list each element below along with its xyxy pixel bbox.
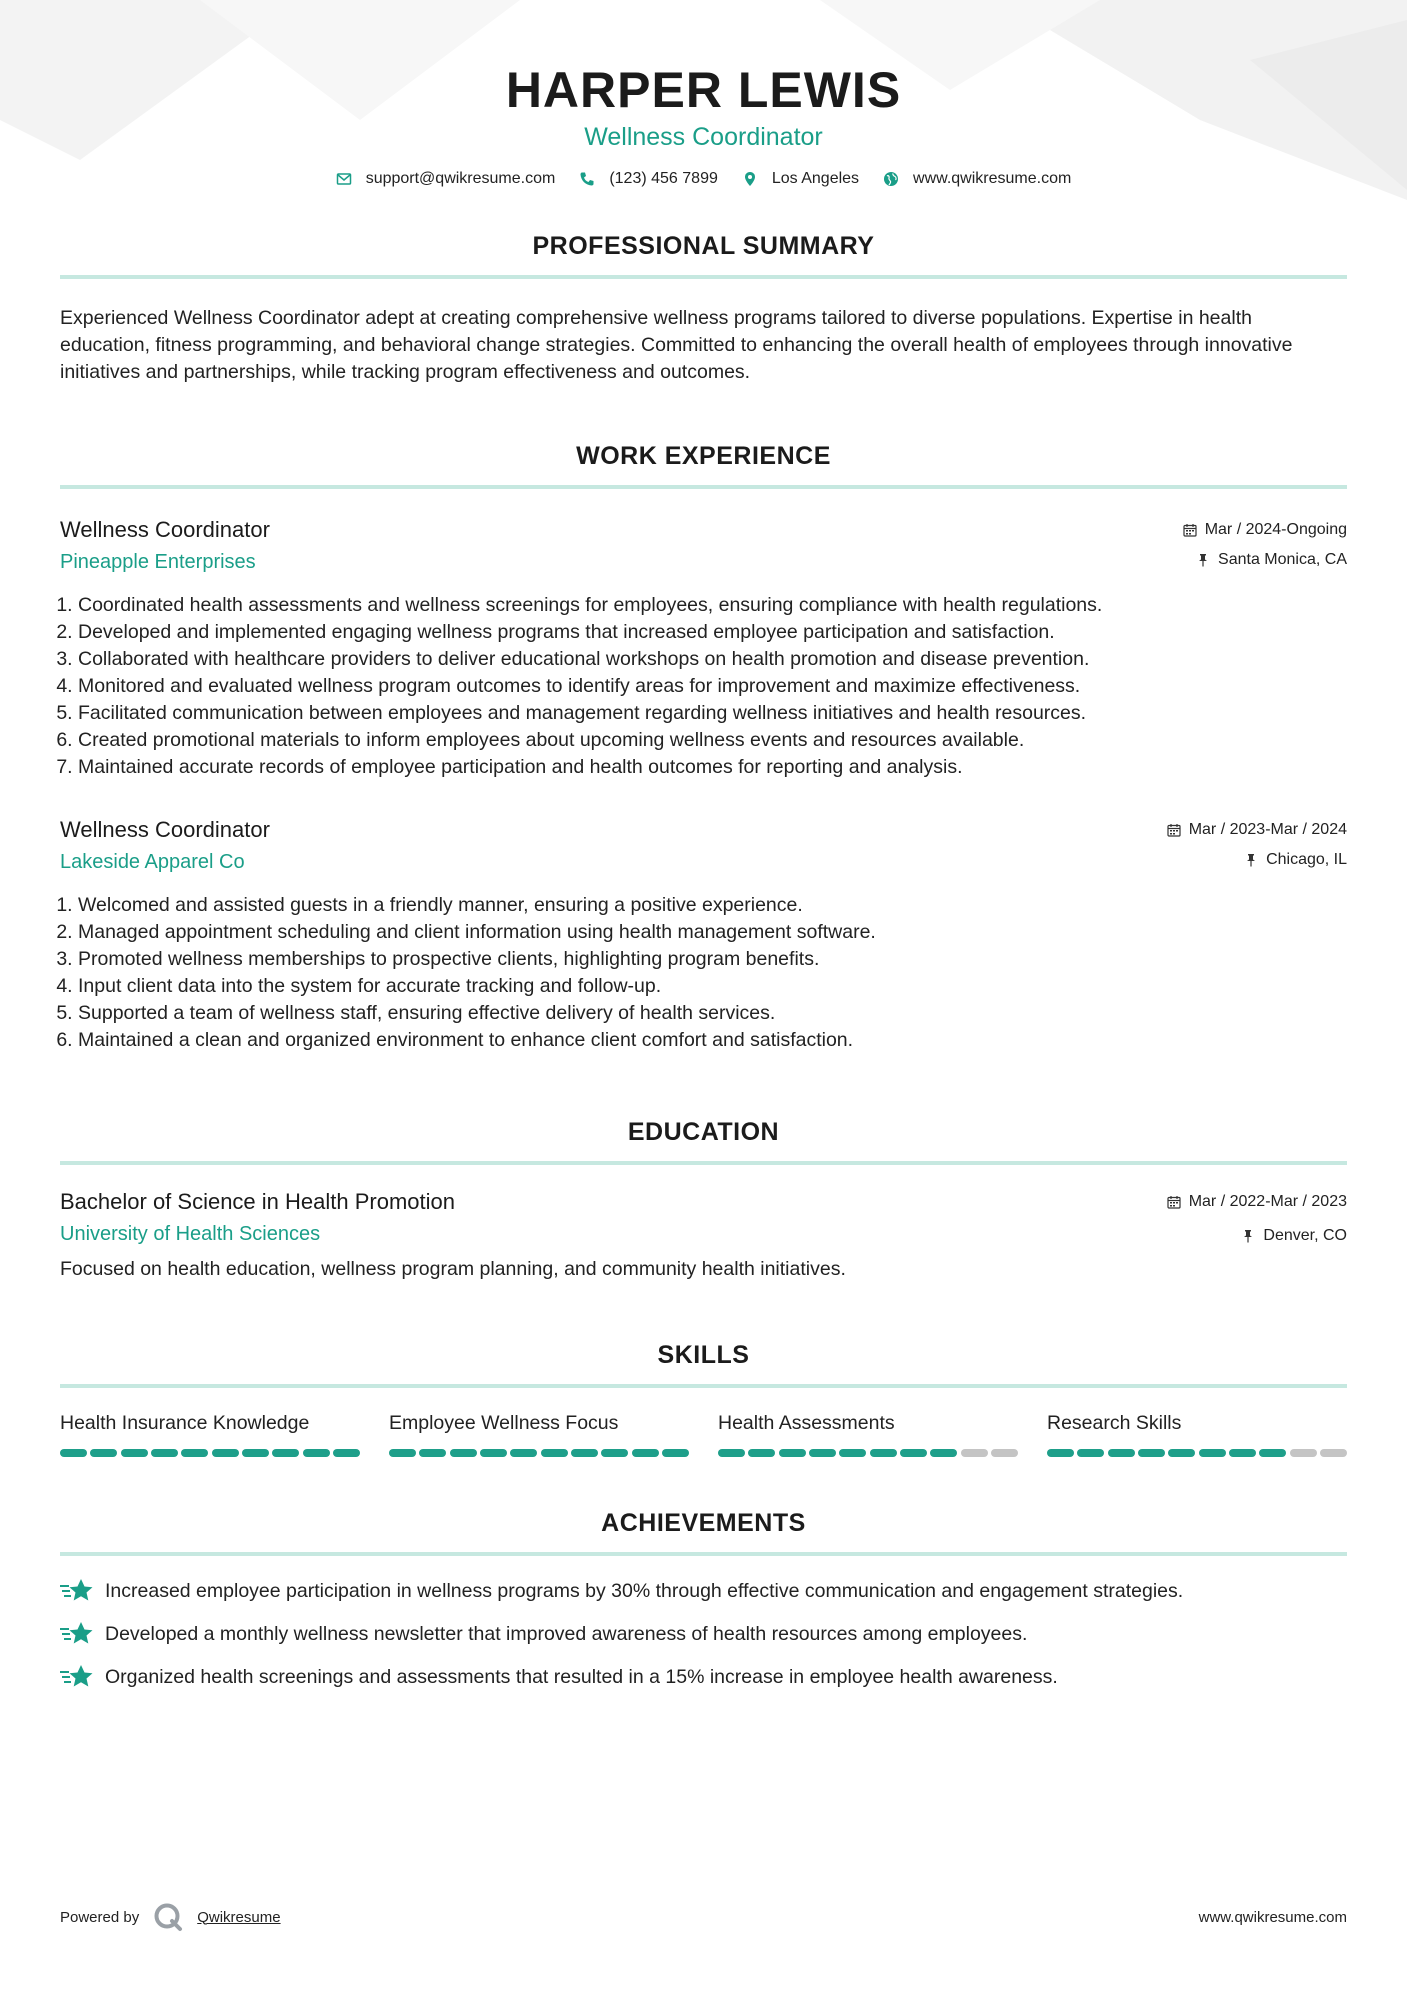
skill-item: [1047, 1412, 1347, 1457]
experience-heading: WORK EXPERIENCE: [576, 442, 831, 470]
skill-segment-filled: [1138, 1449, 1165, 1457]
skill-segment-empty: [991, 1449, 1018, 1457]
candidate-name: HARPER LEWIS: [505, 62, 902, 118]
skill-level-bar: [389, 1449, 689, 1457]
skill-segment-filled: [900, 1449, 927, 1457]
skill-segment-filled: [90, 1449, 117, 1457]
skill-segment-filled: [480, 1449, 507, 1457]
skill-segment-empty: [1290, 1449, 1317, 1457]
job-company: Lakeside Apparel Co: [60, 851, 245, 873]
shooting-star-icon: [60, 1577, 94, 1605]
shooting-star-icon: [60, 1663, 94, 1691]
list-item: 5. Facilitated communication between employees and management regarding wellness initiatives and health resources.: [78, 700, 1347, 727]
education-entry: [60, 1189, 1347, 1283]
skill-segment-empty: [961, 1449, 988, 1457]
resume-header: [60, 0, 1347, 188]
skill-segment-filled: [212, 1449, 239, 1457]
pushpin-icon: [1241, 1229, 1255, 1243]
education-heading: EDUCATION: [627, 1118, 780, 1146]
achievement-item: [60, 1578, 1347, 1605]
list-item: 3. Promoted wellness memberships to prospective clients, highlighting program benefits.: [78, 946, 1347, 973]
list-item: 4. Input client data into the system for accurate tracking and follow-up.: [78, 973, 1347, 1000]
contact-location: [742, 170, 859, 188]
list-item: 1. Coordinated health assessments and wellness screenings for employees, ensuring compliance with health regulations.: [78, 592, 1347, 619]
achievement-text: Developed a monthly wellness newsletter that improved awareness of health resources among employees.: [105, 1623, 1028, 1645]
skill-item: [389, 1412, 689, 1457]
calendar-icon: [1183, 523, 1197, 537]
summary-section: [60, 232, 1347, 386]
skill-name: Health Insurance Knowledge: [60, 1412, 310, 1434]
list-item: 4. Monitored and evaluated wellness program outcomes to identify areas for improvement and maximize effectiveness.: [78, 673, 1347, 700]
section-divider: [60, 1384, 1347, 1388]
list-item: 2. Developed and implemented engaging wellness programs that increased employee participation and satisfaction.: [78, 619, 1347, 646]
powered-by: [60, 1902, 281, 1932]
list-item: 6. Created promotional materials to inform employees about upcoming wellness events and resources available.: [78, 727, 1347, 754]
skill-segment-filled: [1047, 1449, 1074, 1457]
skill-segment-filled: [181, 1449, 208, 1457]
education-location: Denver, CO: [1263, 1227, 1347, 1244]
section-divider: [60, 1552, 1347, 1556]
contact-bar: [60, 170, 1347, 188]
skill-segment-filled: [662, 1449, 689, 1457]
skill-segment-filled: [151, 1449, 178, 1457]
job-title: Wellness Coordinator: [60, 517, 270, 542]
achievement-text: Increased employee participation in wellness programs by 30% through effective communication and engagement strategies.: [105, 1580, 1184, 1602]
section-divider: [60, 275, 1347, 279]
map-pin-icon: [742, 171, 758, 187]
education-section: [60, 1118, 1347, 1283]
job-company: Pineapple Enterprises: [60, 551, 256, 573]
skill-level-bar: [1047, 1449, 1347, 1457]
skill-item: [60, 1412, 360, 1457]
skills-section: [60, 1341, 1347, 1457]
skill-segment-filled: [242, 1449, 269, 1457]
contact-location-text: Los Angeles: [771, 170, 860, 187]
contact-email[interactable]: [336, 170, 556, 188]
skill-segment-filled: [389, 1449, 416, 1457]
phone-icon: [579, 171, 595, 187]
candidate-title: Wellness Coordinator: [584, 123, 823, 151]
skill-segment-filled: [1077, 1449, 1104, 1457]
summary-heading: PROFESSIONAL SUMMARY: [532, 232, 875, 260]
skill-segment-filled: [1168, 1449, 1195, 1457]
list-item: 5. Supported a team of wellness staff, ensuring effective delivery of health services.: [78, 1000, 1347, 1027]
job-dates: Mar / 2023-Mar / 2024: [1188, 821, 1347, 838]
summary-text: Experienced Wellness Coordinator adept at creating comprehensive wellness programs tailored to diverse populations. Expertise in health education, fitness programming, and behavioral change strategies. Committed to enhancing the overall health of employees through innovative initiatives and partnerships, while tracking program effectiveness and outcomes.: [60, 307, 1293, 383]
job-entry: [60, 517, 1347, 781]
skills-heading: SKILLS: [657, 1341, 750, 1369]
skill-segment-filled: [272, 1449, 299, 1457]
globe-icon: [883, 171, 899, 187]
list-item: 7. Maintained accurate records of employee participation and health outcomes for reporting and analysis.: [78, 754, 1347, 781]
skill-segment-filled: [303, 1449, 330, 1457]
skill-level-bar: [718, 1449, 1018, 1457]
pushpin-icon: [1244, 853, 1258, 867]
calendar-icon: [1167, 823, 1181, 837]
pushpin-icon: [1196, 553, 1210, 567]
footer-website[interactable]: www.qwikresume.com: [1198, 1908, 1347, 1926]
skill-segment-filled: [930, 1449, 957, 1457]
job-location: Chicago, IL: [1266, 851, 1347, 868]
skill-segment-filled: [333, 1449, 360, 1457]
list-item: 6. Maintained a clean and organized environment to enhance client comfort and satisfaction.: [78, 1027, 1347, 1054]
skill-segment-filled: [809, 1449, 836, 1457]
powered-by-label: Powered by: [60, 1908, 140, 1926]
skill-segment-filled: [870, 1449, 897, 1457]
skill-segment-filled: [1229, 1449, 1256, 1457]
achievement-item: [60, 1664, 1347, 1691]
skill-segment-filled: [510, 1449, 537, 1457]
job-bullets: [60, 592, 1347, 781]
contact-website[interactable]: [883, 170, 1071, 188]
achievement-item: [60, 1621, 1347, 1648]
education-description: Focused on health education, wellness program planning, and community health initiatives.: [60, 1258, 846, 1280]
skill-segment-filled: [121, 1449, 148, 1457]
education-school: University of Health Sciences: [60, 1223, 321, 1245]
list-item: 2. Managed appointment scheduling and client information using health management software.: [78, 919, 1347, 946]
contact-website-text: www.qwikresume.com: [913, 170, 1072, 187]
skill-segment-filled: [632, 1449, 659, 1457]
envelope-icon: [336, 171, 352, 187]
skill-level-bar: [60, 1449, 360, 1457]
contact-phone-text: (123) 456 7899: [609, 170, 718, 187]
page-footer: [60, 1902, 1347, 1932]
education-degree: Bachelor of Science in Health Promotion: [60, 1189, 455, 1214]
job-bullets: [60, 892, 1347, 1054]
skill-segment-filled: [748, 1449, 775, 1457]
skill-segment-filled: [1108, 1449, 1135, 1457]
skill-segment-filled: [571, 1449, 598, 1457]
skill-item: [718, 1412, 1018, 1457]
skill-segment-empty: [1320, 1449, 1347, 1457]
shooting-star-icon: [60, 1620, 94, 1648]
skill-segment-filled: [718, 1449, 745, 1457]
skill-segment-filled: [601, 1449, 628, 1457]
job-entry: [60, 817, 1347, 1054]
contact-phone[interactable]: [579, 170, 718, 188]
skill-segment-filled: [60, 1449, 87, 1457]
contact-email-text: support@qwikresume.com: [365, 170, 556, 187]
education-dates: Mar / 2022-Mar / 2023: [1188, 1193, 1347, 1210]
skill-segment-filled: [1199, 1449, 1226, 1457]
list-item: 3. Collaborated with healthcare providers to deliver educational workshops on health promotion and disease prevention.: [78, 646, 1347, 673]
skills-list: [60, 1412, 1347, 1457]
skill-name: Health Assessments: [718, 1412, 895, 1434]
skill-segment-filled: [839, 1449, 866, 1457]
skill-segment-filled: [541, 1449, 568, 1457]
skill-segment-filled: [1259, 1449, 1286, 1457]
job-dates: Mar / 2024-Ongoing: [1204, 521, 1347, 538]
job-title: Wellness Coordinator: [60, 817, 270, 842]
section-divider: [60, 1161, 1347, 1165]
section-divider: [60, 485, 1347, 489]
qwikresume-link[interactable]: Qwikresume: [197, 1908, 281, 1926]
achievement-text: Organized health screenings and assessments that resulted in a 15% increase in employee health awareness.: [105, 1666, 1058, 1688]
achievements-heading: ACHIEVEMENTS: [601, 1509, 806, 1537]
skill-name: Research Skills: [1047, 1412, 1182, 1434]
achievements-list: [60, 1578, 1347, 1691]
list-item: 1. Welcomed and assisted guests in a friendly manner, ensuring a positive experience.: [78, 892, 1347, 919]
skill-segment-filled: [779, 1449, 806, 1457]
qwikresume-logo-icon: [153, 1902, 183, 1932]
skill-segment-filled: [450, 1449, 477, 1457]
job-location: Santa Monica, CA: [1218, 551, 1347, 568]
calendar-icon: [1167, 1195, 1181, 1209]
skill-name: Employee Wellness Focus: [389, 1412, 619, 1434]
experience-section: [60, 442, 1347, 1054]
achievements-section: [60, 1509, 1347, 1691]
skill-segment-filled: [419, 1449, 446, 1457]
